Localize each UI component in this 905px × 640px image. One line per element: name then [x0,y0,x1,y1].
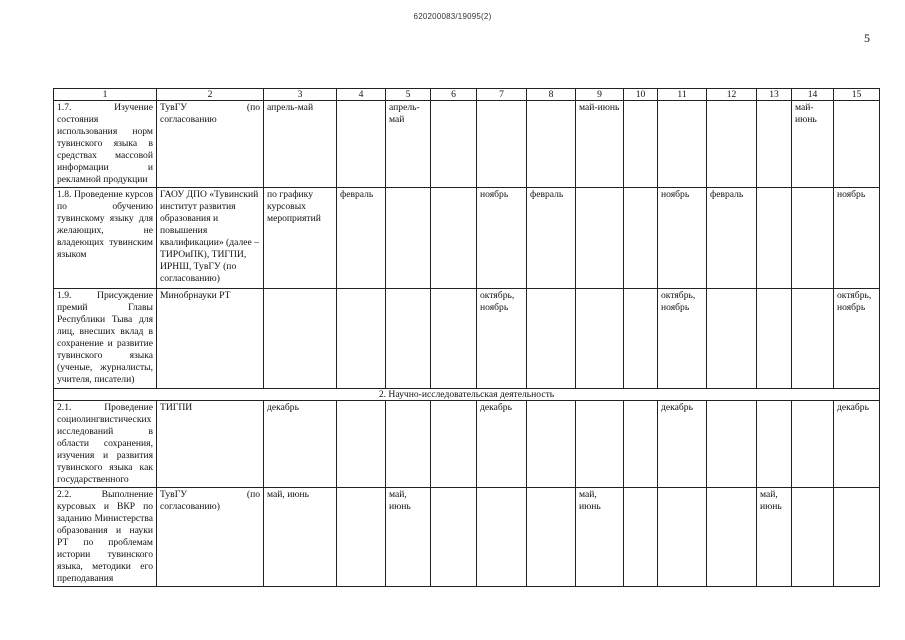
table-cell [658,101,707,188]
column-number: 5 [386,89,431,101]
table-cell: декабрь [264,400,337,487]
column-number: 1 [54,89,157,101]
table-cell: апрель-май [386,101,431,188]
table-cell: ноябрь [658,187,707,288]
table-cell [337,400,386,487]
table-cell: апрель-май [264,101,337,188]
table-cell [576,187,624,288]
table-cell [624,187,658,288]
table-cell [757,187,792,288]
column-number: 9 [576,89,624,101]
table-cell: май-июнь [792,101,834,188]
table-cell [431,288,477,388]
column-number: 15 [834,89,880,101]
table-cell: май, июнь [386,487,431,586]
table-cell [624,101,658,188]
section-title: 2. Научно-исследовательская деятельность [54,388,880,400]
table-cell [527,400,576,487]
column-number: 6 [431,89,477,101]
table-cell: октябрь, ноябрь [834,288,880,388]
table-cell [707,288,757,388]
table-cell: февраль [337,187,386,288]
table-cell: ноябрь [477,187,527,288]
column-number: 7 [477,89,527,101]
table-row [54,101,880,188]
table-cell [658,487,707,586]
table-cell: декабрь [834,400,880,487]
column-number: 10 [624,89,658,101]
table-cell [757,288,792,388]
table-cell [792,288,834,388]
table-cell [757,101,792,188]
measure-cell: 2.2. Выполнение курсовых и ВКР по заданию Министерства образования и науки РТ по проблемам истории тувинского языка, методики его преподавания [54,487,157,586]
column-number-row [54,89,880,101]
table-cell [792,187,834,288]
column-number: 4 [337,89,386,101]
column-number: 13 [757,89,792,101]
table-cell [527,288,576,388]
table-cell [576,400,624,487]
table-cell [707,487,757,586]
table-cell [834,487,880,586]
executor-cell: Минобрнауки РТ [157,288,264,388]
table-cell [707,101,757,188]
table-cell [477,487,527,586]
measure-cell: 2.1. Проведение социолингвистических исследований в области сохранения, изучения и развития тувинского языка как государственного [54,400,157,487]
table-cell [624,288,658,388]
section-row [54,388,880,400]
executor-cell: ТИГПИ [157,400,264,487]
table-cell [337,487,386,586]
column-number: 14 [792,89,834,101]
table-row [54,288,880,388]
table-cell [707,400,757,487]
table-cell [527,487,576,586]
column-number: 2 [157,89,264,101]
table-cell: по графику курсовых мероприятий [264,187,337,288]
table-cell [792,400,834,487]
table-cell: май, июнь [264,487,337,586]
table-cell: февраль [527,187,576,288]
table-cell [624,400,658,487]
table-cell: май-июнь [576,101,624,188]
table-cell [386,187,431,288]
table-cell [431,487,477,586]
page-number: 5 [864,31,870,45]
table-cell [386,288,431,388]
column-number: 3 [264,89,337,101]
table-row [54,187,880,288]
table-cell [337,288,386,388]
table-cell [477,101,527,188]
table-cell: февраль [707,187,757,288]
table-cell: май, июнь [576,487,624,586]
measure-cell: 1.9. Присуждение премий Главы Республики Тыва для лиц, внесших вклад в сохранение и развитие тувинского языка (ученые, журналисты, учителя, писатели) [54,288,157,388]
table-row [54,400,880,487]
document-code: 620200083/19095(2) [413,12,492,21]
table-cell [576,288,624,388]
table-cell: октябрь, ноябрь [658,288,707,388]
column-number: 12 [707,89,757,101]
table-cell: май, июнь [757,487,792,586]
executor-cell: ТувГУ (по согласованию) [157,487,264,586]
measure-cell: 1.8. Проведение курсов по обучению тувинскому языку для желающих, не владеющих тувинским языком [54,187,157,288]
table-cell [624,487,658,586]
column-number: 8 [527,89,576,101]
table-cell: декабрь [477,400,527,487]
plan-table [53,88,880,587]
executor-cell: ГАОУ ДПО «Тувинский институт развития образования и повышения квалификации» (далее – ТИРОиПК), ТИГПИ, ИРНШ, ТувГУ (по согласованию) [157,187,264,288]
table-cell [834,101,880,188]
table-cell: ноябрь [834,187,880,288]
table-cell [431,187,477,288]
table-cell: октябрь, ноябрь [477,288,527,388]
table-cell [264,288,337,388]
executor-cell: ТувГУ (по согласованию [157,101,264,188]
table-cell [431,101,477,188]
measure-cell: 1.7. Изучение состояния использования норм тувинского языка в средствах массовой информации и рекламной продукции [54,101,157,188]
column-number: 11 [658,89,707,101]
table-cell [431,400,477,487]
table-cell [337,101,386,188]
table-cell [386,400,431,487]
table-cell [792,487,834,586]
table-cell: декабрь [658,400,707,487]
table-cell [527,101,576,188]
table-row [54,487,880,586]
table-cell [757,400,792,487]
